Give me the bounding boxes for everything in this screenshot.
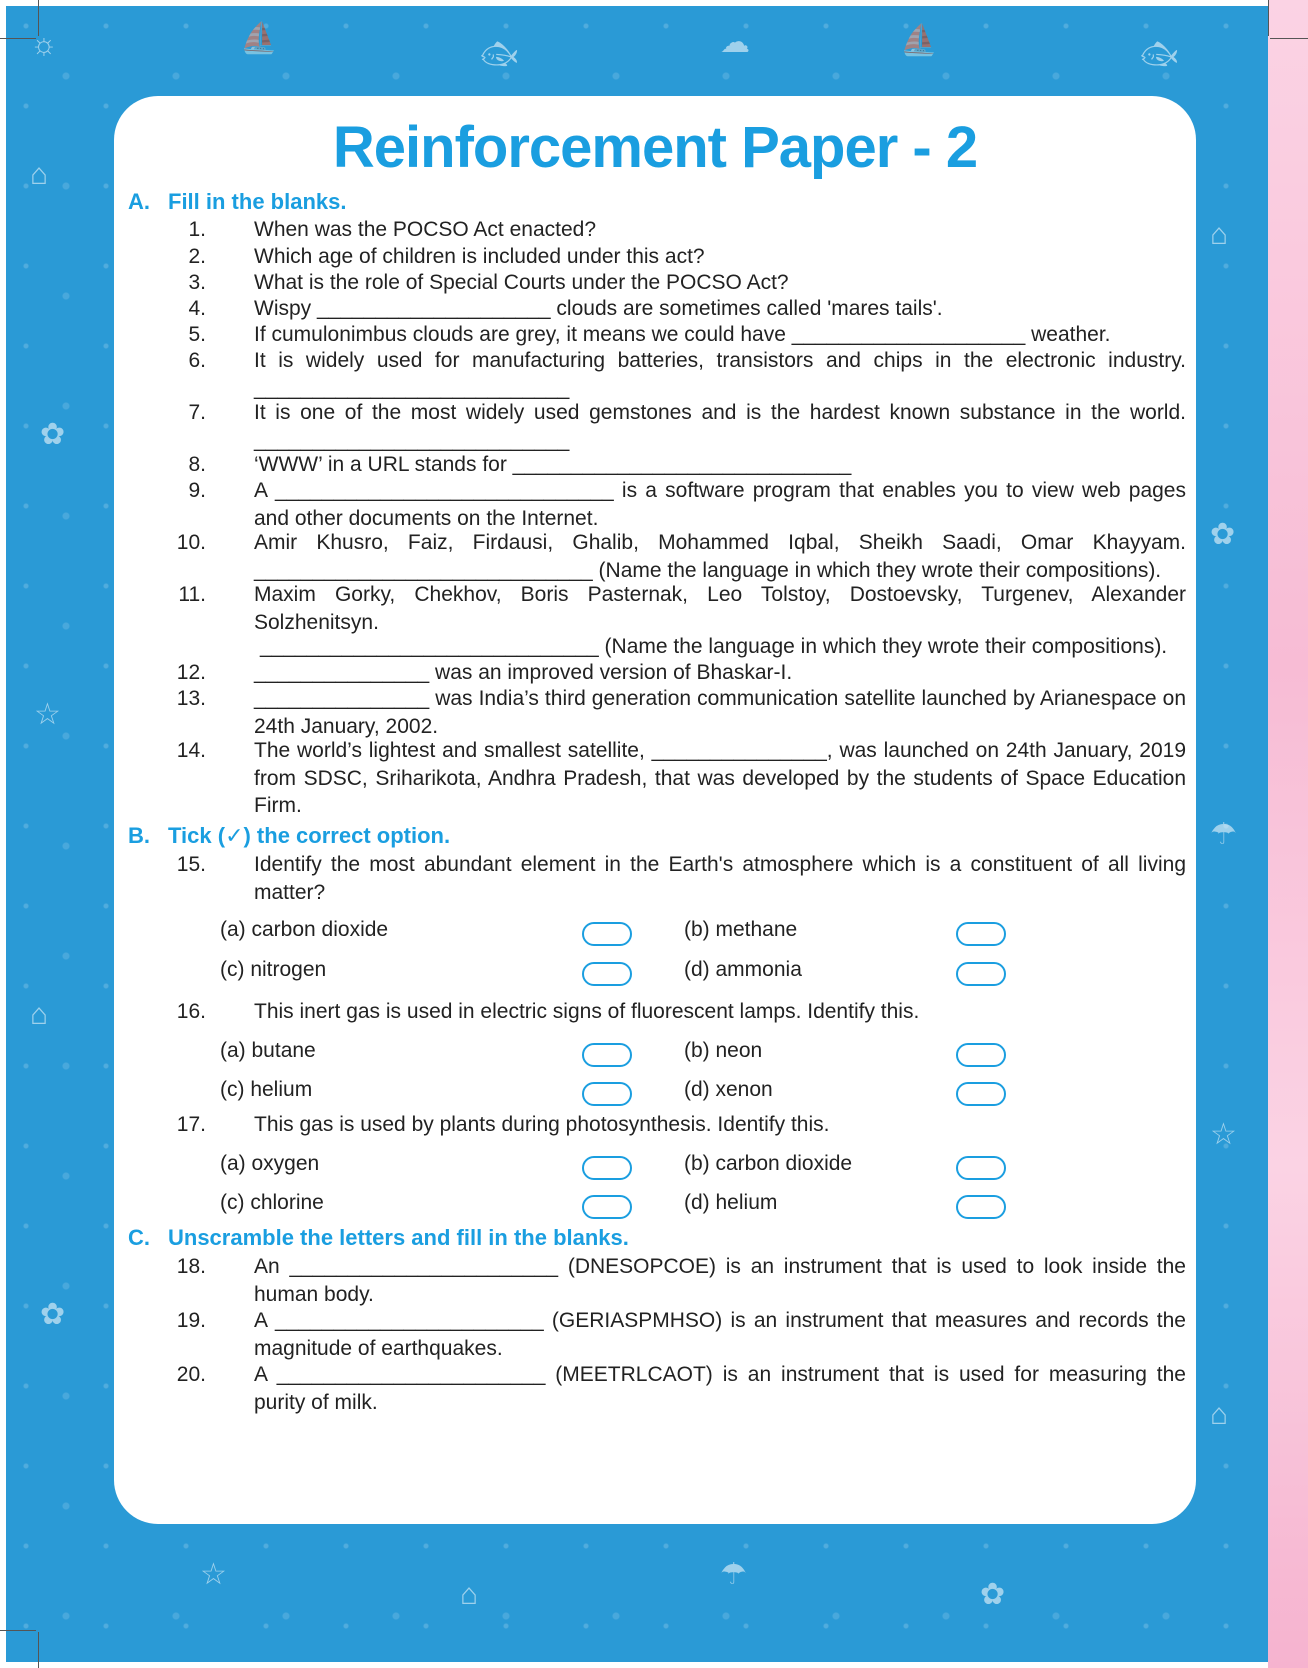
question-number: 13. [176,687,206,710]
section-letter: C. [128,1225,150,1250]
section-letter: B. [128,823,150,848]
flower-doodle-icon: ✿ [40,418,66,451]
flower-doodle-icon: ✿ [1210,518,1236,551]
boat-doodle-icon: ⛵ [900,24,938,57]
question-text: When was the POCSO Act enacted? [254,218,597,241]
tick-box[interactable] [582,922,632,946]
tick-box[interactable] [582,1043,632,1067]
house-doodle-icon: ⌂ [30,158,49,191]
cloud-doodle-icon: ☁ [720,26,750,59]
section-title: Tick (✓) the correct option. [168,823,451,848]
tick-box[interactable] [582,1156,632,1180]
question-text: _______________ was an improved version of Bhaskar-I. [254,661,793,684]
tick-box[interactable] [956,962,1006,986]
flower-doodle-icon: ✿ [40,1298,66,1331]
question-number: 19. [176,1309,206,1332]
question-number: 8. [188,453,206,476]
tick-box[interactable] [956,1043,1006,1067]
question-number: 14. [176,739,206,762]
section-letter: A. [128,189,150,214]
question-text: ‘WWW’ in a URL stands for _____________________________ [254,453,852,476]
crop-mark [38,1632,39,1668]
option: (a) butane [220,1039,316,1062]
page-title: Reinforcement Paper - 2 [332,115,978,180]
flower-doodle-icon: ✿ [980,1578,1006,1611]
tick-box[interactable] [956,1195,1006,1219]
tick-box[interactable] [956,1082,1006,1106]
question-text: Which age of children is included under this act? [254,245,705,268]
worksheet-card [114,96,1196,1524]
question-number: 17. [176,1113,206,1136]
question-text: _______________ was India’s third generation communication satellite launched by Arianespace on 24th January, 2002. [254,687,1186,738]
question-text: Identify the most abundant element in the Earth's atmosphere which is a constituent of all living matter? [254,853,1186,904]
question-number: 6. [188,349,206,372]
option: (b) neon [684,1039,763,1062]
option: (a) oxygen [220,1152,320,1175]
crop-mark [1268,0,1269,36]
tick-box[interactable] [956,922,1006,946]
question-number: 18. [176,1255,206,1278]
question-text: This gas is used by plants during photosynthesis. Identify this. [254,1113,830,1136]
question-text: A _______________________ (MEETRLCAOT) is an instrument that is used for measuring the purity of milk. [254,1363,1186,1414]
sun-doodle-icon: ☼ [30,28,58,61]
question-number: 9. [188,479,206,502]
fish-doodle-icon: 🐟︎ [1140,38,1179,71]
question-number: 3. [188,271,206,294]
house-doodle-icon: ⌂ [1210,218,1229,251]
question-text: Maxim Gorky, Chekhov, Boris Pasternak, Leo Tolstoy, Dostoevsky, Turgenev, Alexander Solzhenitsyn. [254,583,1186,634]
house-doodle-icon: ⌂ [460,1578,479,1611]
question-text: A _____________________________ is a software program that enables you to view web pages and other documents on the Internet. [254,479,1186,530]
page-edge-strip [1268,0,1308,1668]
option: (c) chlorine [220,1191,324,1214]
question-text: _____________________________ (Name the language in which they wrote their compositions). [260,635,1168,658]
option: (d) ammonia [684,958,802,981]
option: (c) helium [220,1078,313,1101]
question-number: 15. [176,853,206,876]
umbrella-doodle-icon: ☂ [720,1558,747,1591]
tick-box[interactable] [956,1156,1006,1180]
question-number: 2. [188,245,206,268]
question-number: 7. [188,401,206,424]
question-number: 20. [176,1363,206,1386]
question-text: Amir Khusro, Faiz, Firdausi, Ghalib, Mohammed Iqbal, Sheikh Saadi, Omar Khayyam. _____________________________ (Name the language in which they wrote their compositions). [254,531,1186,582]
option: (d) helium [684,1191,778,1214]
tick-box[interactable] [582,962,632,986]
fish-doodle-icon: 🐟︎ [480,38,519,71]
option: (b) carbon dioxide [684,1152,853,1175]
question-text: If cumulonimbus clouds are grey, it means we could have ____________________ weather. [254,323,1111,346]
house-doodle-icon: ⌂ [30,998,49,1031]
question-text: The world’s lightest and smallest satellite, _______________, was launched on 24th January, 2019 from SDSC, Sriharikota, Andhra Pradesh, that was developed by the students of Space Education Firm. [254,739,1186,817]
crop-mark [1270,38,1308,39]
boat-doodle-icon: ⛵ [240,22,278,55]
question-number: 16. [176,1000,206,1023]
crop-mark [0,1630,36,1631]
question-number: 5. [188,323,206,346]
question-text: What is the role of Special Courts under the POCSO Act? [254,271,789,294]
question-text: This inert gas is used in electric signs of fluorescent lamps. Identify this. [254,1000,920,1023]
option: (b) methane [684,918,798,941]
star-doodle-icon: ☆ [200,1558,227,1591]
star-doodle-icon: ☆ [34,698,61,731]
tick-box[interactable] [582,1082,632,1106]
question-text: A _______________________ (GERIASPMHSO) is an instrument that measures and records the magnitude of earthquakes. [254,1309,1186,1360]
section-title: Unscramble the letters and fill in the blanks. [168,1225,629,1250]
section-title: Fill in the blanks. [168,189,347,214]
question-text: It is widely used for manufacturing batteries, transistors and chips in the electronic industry. ___________________________ [254,349,1186,400]
question-number: 4. [188,297,206,320]
question-number: 11. [178,583,206,606]
option: (c) nitrogen [220,958,327,981]
house-doodle-icon: ⌂ [1210,1398,1229,1431]
question-number: 1. [188,218,206,241]
question-text: It is one of the most widely used gemstones and is the hardest known substance in the world. ___________________________ [254,401,1186,452]
option: (a) carbon dioxide [220,918,389,941]
question-number: 10. [176,531,206,554]
question-text: An _______________________ (DNESOPCOE) is an instrument that is used to look inside the human body. [254,1255,1186,1306]
umbrella-doodle-icon: ☂ [1210,818,1237,851]
question-text: Wispy ____________________ clouds are sometimes called 'mares tails'. [254,297,943,320]
tick-box[interactable] [582,1195,632,1219]
question-number: 12. [176,661,206,684]
star-doodle-icon: ☆ [1210,1118,1237,1151]
option: (d) xenon [684,1078,773,1101]
